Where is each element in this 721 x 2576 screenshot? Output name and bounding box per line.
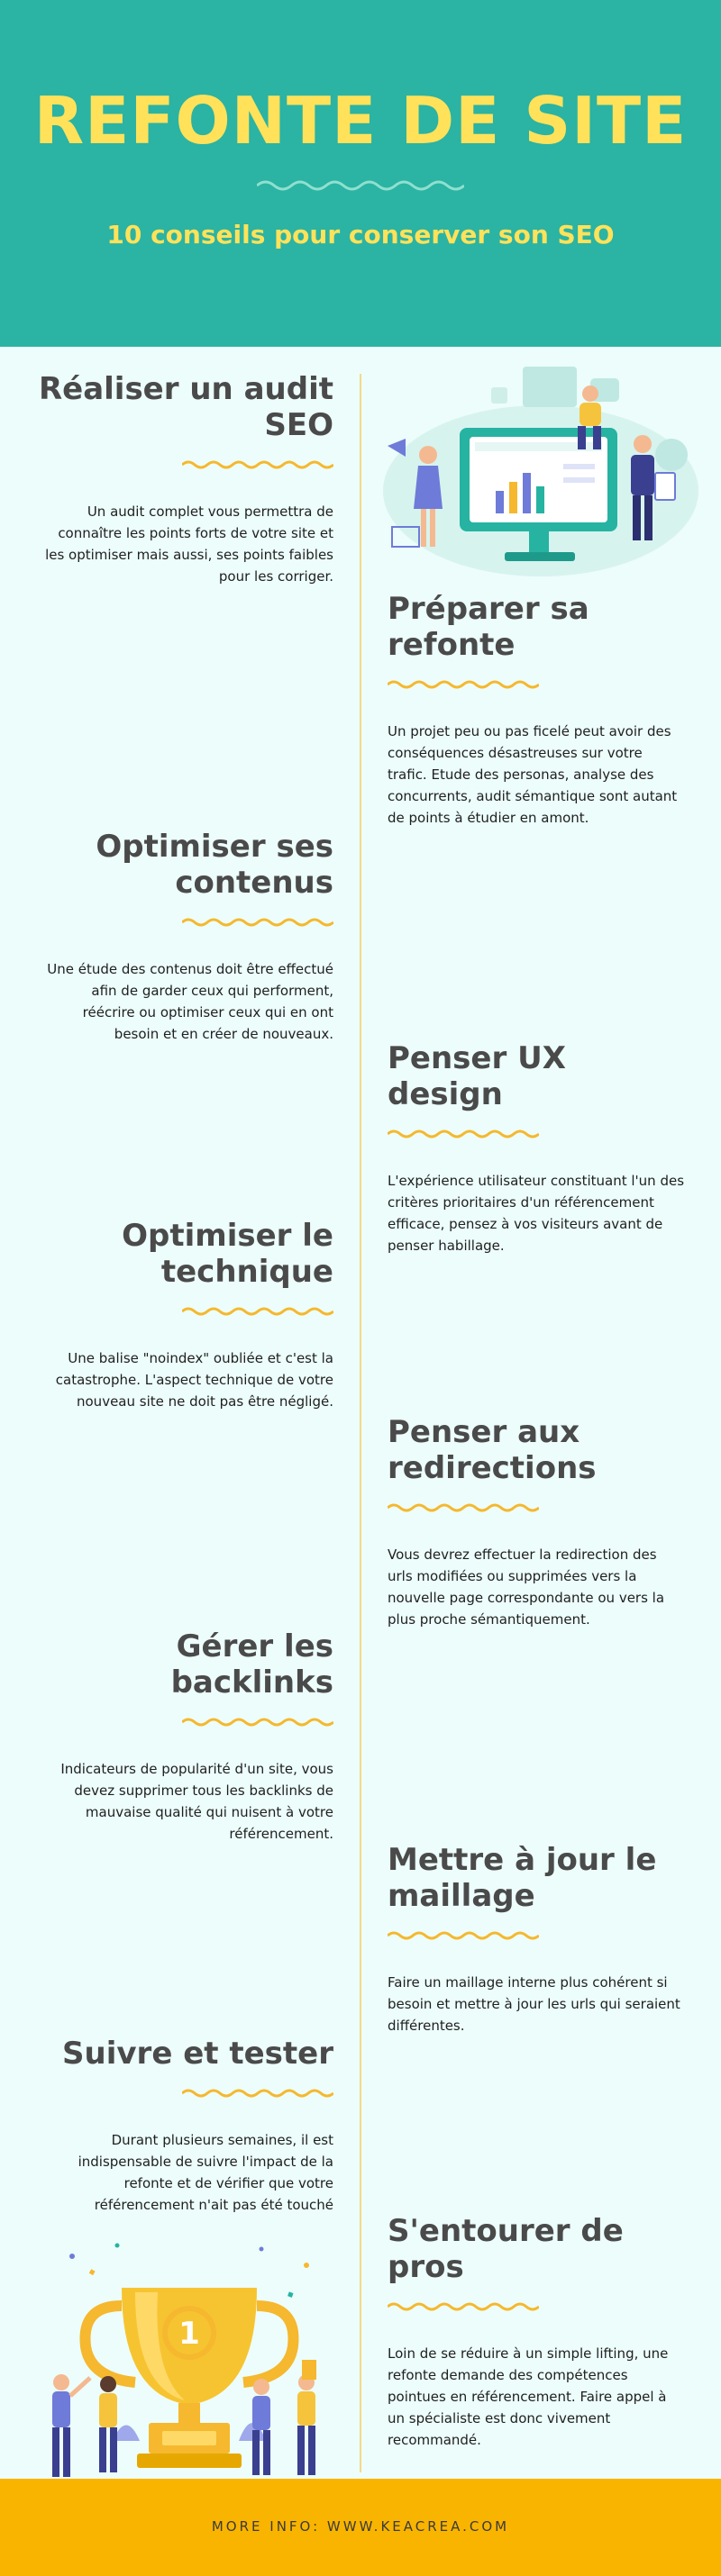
page-subtitle: 10 conseils pour conserver son SEO — [106, 220, 615, 249]
tip-text: Une étude des contenus doit être effectué afin de garder ceux qui performent, réécrire ou optimiser ceux qui en ont besoin et en créer de nouveaux. — [47, 961, 333, 1042]
squiggle-divider — [182, 459, 333, 470]
tip-4 — [388, 1040, 685, 1256]
trophy-number: 1 — [178, 2316, 200, 2352]
tip-title: Suivre et tester — [62, 2036, 333, 2072]
tip-text: Une balise "noindex" oubliée et c'est la catastrophe. L'aspect technique de votre nouveau site ne doit pas être négligé. — [55, 1350, 333, 1410]
wave-divider — [257, 177, 464, 195]
squiggle-divider — [388, 1129, 539, 1139]
tip-5 — [36, 1218, 333, 1412]
tip-title: Réaliser un audit SEO — [38, 371, 333, 443]
tip-title: Préparer sa refonte — [388, 591, 589, 663]
tip-9 — [36, 2036, 333, 2216]
tip-text: Durant plusieurs semaines, il est indispensable de suivre l'impact de la refonte et de vérifier que votre référencement n'ait pas été touché — [78, 2132, 333, 2213]
tip-10 — [388, 2213, 685, 2451]
tip-title: Gérer les backlinks — [170, 1628, 333, 1701]
page-title: REFONTE DE SITE — [33, 83, 688, 159]
tip-text: L'expérience utilisateur constituant l'un des critères prioritaires d'un référencement efficace, pensez à vos visiteurs avant de penser habillage. — [388, 1173, 685, 1254]
header-banner — [0, 0, 721, 347]
squiggle-divider — [182, 1306, 333, 1317]
squiggle-divider — [182, 2088, 333, 2099]
footer-info-link[interactable]: MORE INFO: WWW.KEACREA.COM — [211, 2518, 510, 2535]
tip-title: Penser UX design — [388, 1040, 566, 1112]
squiggle-divider — [388, 679, 539, 690]
tip-8 — [388, 1842, 685, 2036]
tip-title: Optimiser ses contenus — [96, 829, 333, 901]
tip-text: Indicateurs de popularité d'un site, vous devez supprimer tous les backlinks de mauvaise qualité qui nuisent à votre référencement. — [60, 1761, 333, 1842]
audit-team-illustration — [374, 356, 707, 585]
squiggle-divider — [182, 1717, 333, 1728]
footer-banner — [0, 2479, 721, 2576]
squiggle-divider — [388, 1502, 539, 1513]
tip-6 — [388, 1414, 685, 1630]
timeline-line — [360, 374, 361, 2472]
tip-2 — [388, 591, 685, 829]
squiggle-divider — [182, 917, 333, 928]
tip-text: Faire un maillage interne plus cohérent si besoin et mettre à jour les urls qui seraient différentes. — [388, 1974, 680, 2034]
tip-text: Un projet peu ou pas ficelé peut avoir des conséquences désastreuses sur votre trafic. Etude des personas, analyse des concurrents, audit sémantique sont autant de points à étudier en amont. — [388, 723, 678, 826]
squiggle-divider — [388, 2301, 539, 2312]
trophy-team-illustration — [36, 2238, 342, 2495]
tip-title: Mettre à jour le maillage — [388, 1842, 657, 1914]
tip-title: Optimiser le technique — [122, 1218, 333, 1290]
tip-text: Loin de se réduire à un simple lifting, une refonte demande des compétences pointues en référencement. Faire appel à un spécialiste est donc vivement recommandé. — [388, 2345, 669, 2448]
tip-text: Vous devrez effectuer la redirection des urls modifiées ou supprimées vers la nouvelle page correspondante ou vers la plus proche sémantiquement. — [388, 1547, 665, 1628]
tip-title: Penser aux redirections — [388, 1414, 597, 1486]
tip-1 — [36, 371, 333, 587]
tip-7 — [36, 1628, 333, 1845]
tip-text: Un audit complet vous permettra de connaître les points forts de votre site et les optimiser mais aussi, ses points faibles pour les corriger. — [45, 503, 333, 585]
squiggle-divider — [388, 1930, 539, 1941]
tip-title: S'entourer de pros — [388, 2213, 624, 2285]
tip-3 — [36, 829, 333, 1045]
